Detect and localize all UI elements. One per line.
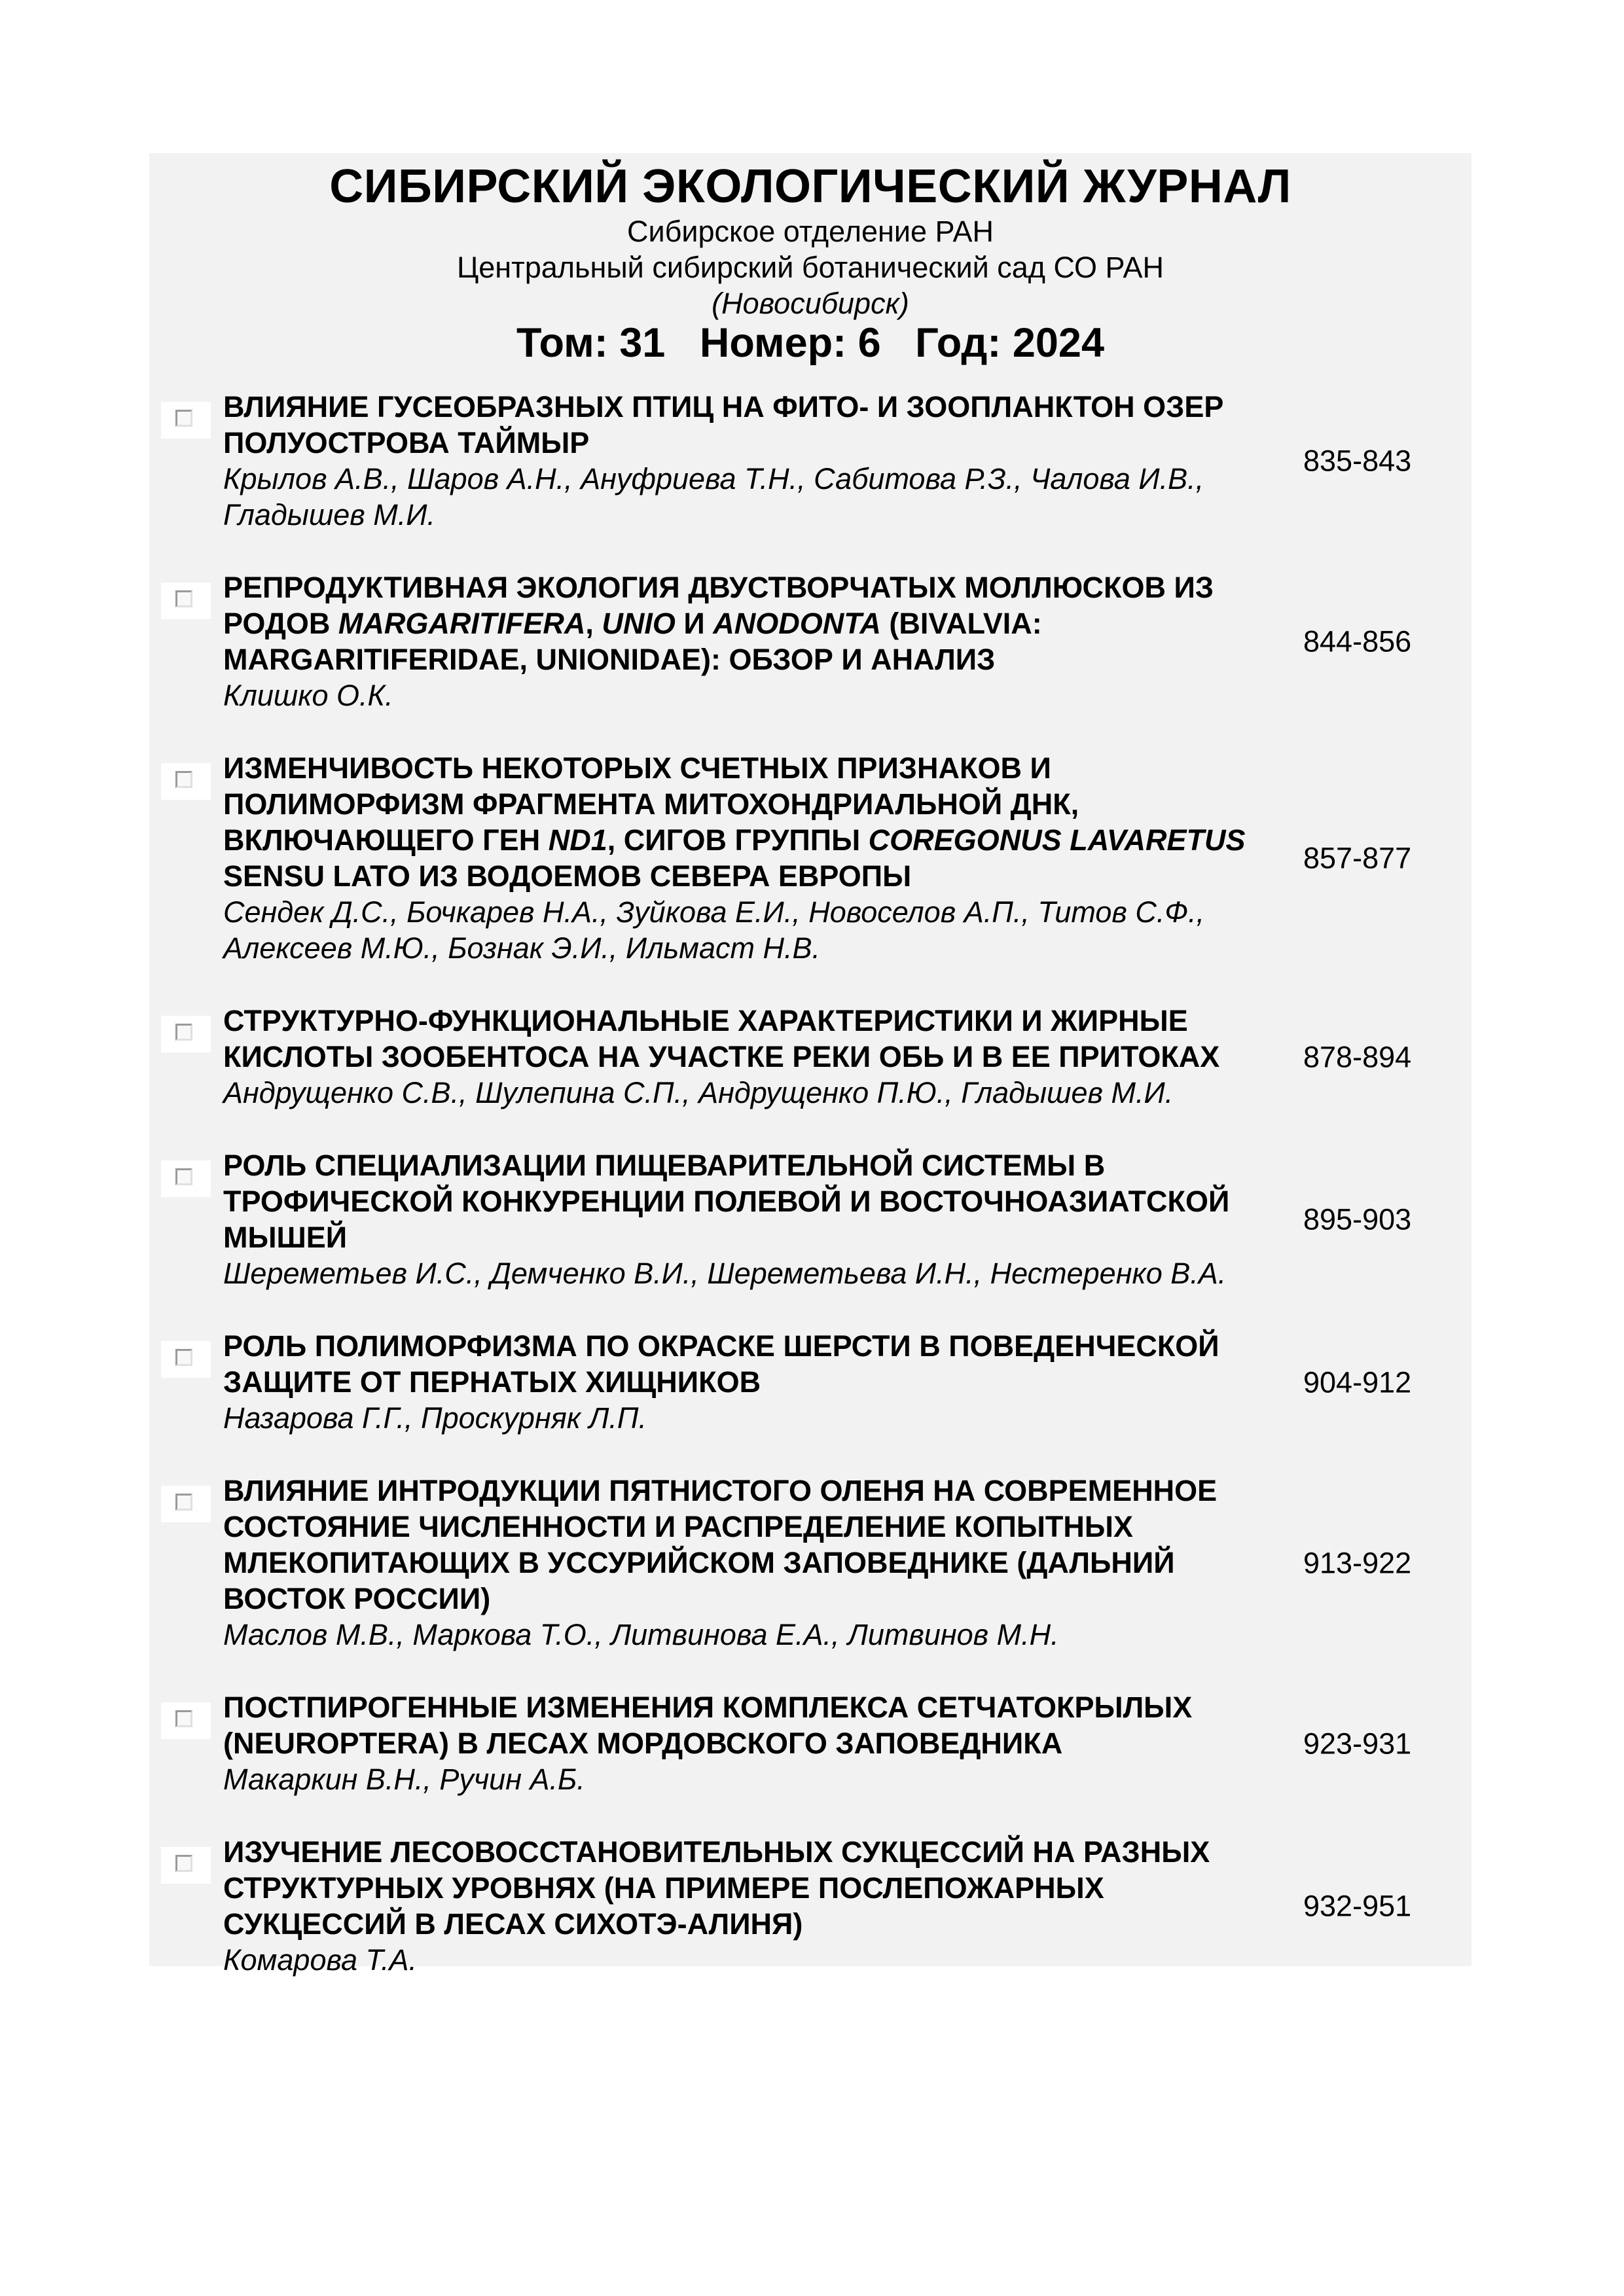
article-text [223, 1473, 1264, 1653]
article-pages: 835-843 [1303, 444, 1412, 478]
article-text [223, 569, 1264, 713]
article-pages: 857-877 [1303, 841, 1412, 875]
article-list [149, 389, 1471, 2015]
article-pages: 878-894 [1303, 1040, 1412, 1073]
article-authors: Назарова Г.Г., Проскурняк Л.П. [223, 1401, 647, 1435]
article-authors: Клишко О.К. [223, 679, 393, 712]
article-text [223, 1147, 1264, 1291]
article-text [223, 1834, 1264, 1978]
article-pages: 895-903 [1303, 1202, 1412, 1236]
article-text [223, 1328, 1264, 1436]
title-part: SENSU LATO ИЗ ВОДОЕМОВ СЕВЕРА ЕВРОПЫ [223, 859, 912, 893]
article-select-checkbox[interactable] [161, 1160, 211, 1197]
article-title-link[interactable]: ВЛИЯНИЕ ГУСЕОБРАЗНЫХ ПТИЦ НА ФИТО- И ЗООПЛАНКТОН ОЗЕР ПОЛУОСТРОВА ТАЙМЫР [223, 390, 1224, 459]
article-item [149, 1147, 1471, 1291]
article-select-checkbox[interactable] [161, 1847, 211, 1884]
publisher-institution: Центральный сибирский ботанический сад СО РАН [456, 251, 1164, 284]
article-pages: 923-931 [1303, 1727, 1412, 1760]
publisher-org: Сибирское отделение РАН [626, 215, 994, 248]
journal-title: СИБИРСКИЙ ЭКОЛОГИЧЕСКИЙ ЖУРНАЛ [329, 160, 1291, 213]
article-item [149, 1328, 1471, 1436]
article-item [149, 389, 1471, 533]
article-select-checkbox[interactable] [161, 402, 211, 439]
article-select-checkbox[interactable] [161, 1486, 211, 1522]
article-item [149, 1689, 1471, 1797]
issue-info: Том: 31 Номер: 6 Год: 2024 [516, 320, 1104, 366]
title-taxon: COREGONUS LAVARETUS [868, 823, 1246, 857]
article-item [149, 750, 1471, 966]
article-title-link[interactable]: СТРУКТУРНО-ФУНКЦИОНАЛЬНЫЕ ХАРАКТЕРИСТИКИ И ЖИРНЫЕ КИСЛОТЫ ЗООБЕНТОСА НА УЧАСТКЕ РЕКИ ОБЬ И В ЕЕ ПРИТОКАХ [223, 1004, 1220, 1073]
title-part: (BIVALVIA: MARGARITIFERIDAE, UNIONIDAE): ОБЗОР И АНАЛИЗ [223, 607, 1042, 676]
article-authors: Андрущенко С.В., Шулепина С.П., Андрущенко П.Ю., Гладышев М.И. [223, 1076, 1174, 1109]
title-taxon: MARGARITIFERA [338, 607, 586, 640]
article-authors: Маслов М.В., Маркова Т.О., Литвинова Е.А., Литвинов М.Н. [223, 1618, 1059, 1651]
article-text [223, 750, 1264, 966]
article-select-checkbox[interactable] [161, 1341, 211, 1378]
article-select-checkbox[interactable] [161, 1016, 211, 1052]
article-item [149, 569, 1471, 713]
article-authors: Крылов А.В., Шаров А.Н., Ануфриева Т.Н., Сабитова Р.З., Чалова И.В., Гладышев М.И. [223, 462, 1204, 531]
article-select-checkbox[interactable] [161, 583, 211, 619]
title-taxon: ANODONTA [713, 607, 881, 640]
title-part: ИЗМЕНЧИВОСТЬ НЕКОТОРЫХ СЧЕТНЫХ ПРИЗНАКОВ И ПОЛИМОРФИЗМ ФРАГМЕНТА МИТОХОНДРИАЛЬНОЙ ДНК, ВКЛЮЧАЮЩЕГО ГЕН [223, 751, 1079, 857]
article-authors: Шереметьев И.С., Демченко В.И., Шереметьева И.Н., Нестеренко В.А. [223, 1257, 1227, 1290]
title-part: РЕПРОДУКТИВНАЯ ЭКОЛОГИЯ ДВУСТВОРЧАТЫХ МОЛЛЮСКОВ ИЗ РОДОВ [223, 571, 1214, 640]
article-text [223, 1003, 1264, 1111]
article-title-link[interactable] [223, 750, 1264, 894]
article-title-link[interactable]: ИЗУЧЕНИЕ ЛЕСОВОССТАНОВИТЕЛЬНЫХ СУКЦЕССИЙ НА РАЗНЫХ СТРУКТУРНЫХ УРОВНЯХ (НА ПРИМЕРЕ ПОСЛЕПОЖАРНЫХ СУКЦЕССИЙ В ЛЕСАХ СИХОТЭ-АЛИНЯ) [223, 1835, 1210, 1941]
title-part: И [675, 607, 713, 640]
article-select-checkbox[interactable] [161, 763, 211, 800]
article-text [223, 1689, 1264, 1797]
article-pages: 904-912 [1303, 1365, 1412, 1399]
article-pages: 913-922 [1303, 1546, 1412, 1579]
article-item [149, 1003, 1471, 1111]
article-authors: Комарова Т.А. [223, 1943, 418, 1977]
article-pages: 844-856 [1303, 624, 1412, 658]
publisher-city: (Новосибирск) [712, 287, 909, 320]
title-part: , [585, 607, 602, 640]
article-text [223, 389, 1264, 533]
article-title-link[interactable]: ПОСТПИРОГЕННЫЕ ИЗМЕНЕНИЯ КОМПЛЕКСА СЕТЧАТОКРЫЛЫХ (NEUROPTERA) В ЛЕСАХ МОРДОВСКОГО ЗАПОВЕДНИКА [223, 1691, 1193, 1760]
article-pages: 932-951 [1303, 1889, 1412, 1923]
article-item [149, 1834, 1471, 1978]
article-title-link[interactable]: РОЛЬ СПЕЦИАЛИЗАЦИИ ПИЩЕВАРИТЕЛЬНОЙ СИСТЕМЫ В ТРОФИЧЕСКОЙ КОНКУРЕНЦИИ ПОЛЕВОЙ И ВОСТОЧНОАЗИАТСКОЙ МЫШЕЙ [223, 1149, 1230, 1254]
article-title-link[interactable] [223, 569, 1264, 677]
title-part: , СИГОВ ГРУППЫ [607, 823, 869, 857]
article-title-link[interactable]: ВЛИЯНИЕ ИНТРОДУКЦИИ ПЯТНИСТОГО ОЛЕНЯ НА СОВРЕМЕННОЕ СОСТОЯНИЕ ЧИСЛЕННОСТИ И РАСПРЕДЕЛЕНИЕ КОПЫТНЫХ МЛЕКОПИТАЮЩИХ В УССУРИЙСКОМ ЗАПОВЕДНИКЕ (ДАЛЬНИЙ ВОСТОК РОССИИ) [223, 1474, 1218, 1615]
article-authors: Макаркин В.Н., Ручин А.Б. [223, 1763, 585, 1796]
article-item [149, 1473, 1471, 1653]
article-title-link[interactable]: РОЛЬ ПОЛИМОРФИЗМА ПО ОКРАСКЕ ШЕРСТИ В ПОВЕДЕНЧЕСКОЙ ЗАЩИТЕ ОТ ПЕРНАТЫХ ХИЩНИКОВ [223, 1329, 1219, 1399]
title-taxon: UNIO [602, 607, 676, 640]
title-gene: ND1 [548, 823, 607, 857]
article-select-checkbox[interactable] [161, 1702, 211, 1739]
article-authors: Сендек Д.С., Бочкарев Н.А., Зуйкова Е.И., Новоселов А.П., Титов С.Ф., Алексеев М.Ю., Бознак Э.И., Ильмаст Н.В. [223, 895, 1205, 965]
